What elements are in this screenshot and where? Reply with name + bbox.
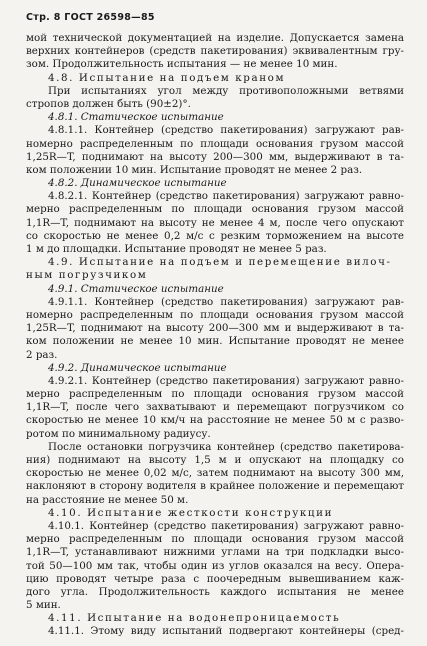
text-line: 4.9. Испытание на подъем и перемещение вилоч- (48, 256, 392, 269)
text-line: При испытаниях угол между противоположными ветвями (48, 84, 404, 97)
text-line: цию проводят четыре раза с поочередным вывешиванием каж- (26, 572, 404, 585)
text-line: мерно распределенным по площади основания грузом массой (26, 203, 404, 216)
text-line: 4.10.1. Контейнер (средство пакетирования) загружают равно- (48, 519, 404, 532)
text-line: 4.9.2. Динамическое испытание (48, 361, 227, 374)
page-header: Стр. 8 ГОСТ 26598—85 (26, 12, 155, 23)
text-line: мой технической документацией на изделие. Допускается замена (26, 32, 404, 44)
text-line: стропов должен быть (90±2)°. (26, 97, 191, 110)
text-line: 4.11. Испытание на водонепроницаемость (48, 612, 341, 625)
text-line: той 50—100 мм так, чтобы один из углов оказался на весу. Опера- (26, 559, 404, 572)
text-line: 1,1R—T, после чего захватывают и перемещают погрузчиком со (26, 401, 404, 414)
text-line: 4.10. Испытание жесткости конструкции (48, 506, 334, 519)
text-line: ния) поднимают на высоту 1,5 м и опускают на площадку со (26, 454, 404, 466)
text-line: зом. Продолжительность испытания — не менее 10 мин. (26, 58, 338, 71)
text-line: 4.8. Испытание на подъем краном (48, 71, 286, 84)
text-line: 4.9.1.1. Контейнер (средство пакетирования) загружают рав- (48, 295, 404, 308)
text-line: скоростью не менее 0,02 м/с, затем поднимают на высоту 300 мм, (26, 467, 404, 480)
text-line: 1 м до площадки. Испытание проводят не менее 5 раз. (26, 243, 327, 255)
text-line: 1,1R—T, поднимают на высоту не менее 4 м, после чего опускают (26, 216, 404, 229)
text-line: мерно распределенным по площади основания грузом массой (26, 533, 404, 546)
text-line: 4.9.2.1. Контейнер (средство пакетирования) загружают равно- (48, 374, 404, 387)
text-line: со скоростью не менее 0,2 м/с с резким торможением на высоте (26, 229, 404, 242)
text-line: 5 мин. (26, 599, 61, 612)
text-line: 1,1R—T, устанавливают нижними углами на три подкладки высо- (26, 546, 404, 559)
text-line: ротом по минимальному радиусу. (26, 427, 211, 440)
text-line: 4.9.1. Статическое испытание (48, 282, 224, 295)
text-line: наклоняют в сторону водителя в крайнее положение и перемещают (26, 480, 404, 493)
text-line: ком положении не менее 10 мин. Испытание проводят не менее (26, 335, 404, 348)
text-line: 4.8.2. Динамическое испытание (48, 177, 227, 190)
text-line: дого угла. Продолжительность каждого испытания не менее (26, 585, 404, 598)
text-line: 2 раз. (26, 348, 58, 361)
text-line: номерно распределенным по площади основания грузом массой (26, 137, 404, 150)
document-body (26, 32, 404, 639)
text-line: 4.8.2.1. Контейнер (средство пакетирования) загружают равно- (48, 190, 404, 203)
text-line: скоростью не менее 10 км/ч на расстояние не менее 50 м с разво- (26, 414, 404, 427)
text-line: ным погрузчиком (26, 269, 148, 282)
text-line: верхних контейнеров (средств пакетирования) эквивалентным гру- (26, 45, 404, 58)
text-line: на расстояние не менее 50 м. (26, 493, 189, 506)
text-line: 4.11.1. Этому виду испытаний подвергают контейнеры (сред- (48, 625, 404, 638)
text-line: номерно распределенным по площади основания грузом массой (26, 308, 404, 321)
text-line: После остановки погрузчика контейнер (средство пакетирова- (48, 440, 404, 453)
text-line: 4.8.1.1. Контейнер (средство пакетирования) загружают рав- (48, 124, 404, 137)
text-line: 1,25R—T, поднимают на высоту 200—300 мм, выдерживают в та- (26, 150, 404, 163)
text-line: 1,25R—T, поднимают на высоту 200—300 мм и выдерживают в та- (26, 322, 404, 335)
text-line: ком положении 10 мин. Испытание проводят не менее 2 раз. (26, 163, 363, 176)
text-line: мерно распределенным по площади основания грузом массой (26, 388, 404, 401)
text-line: 4.8.1. Статическое испытание (48, 111, 224, 124)
